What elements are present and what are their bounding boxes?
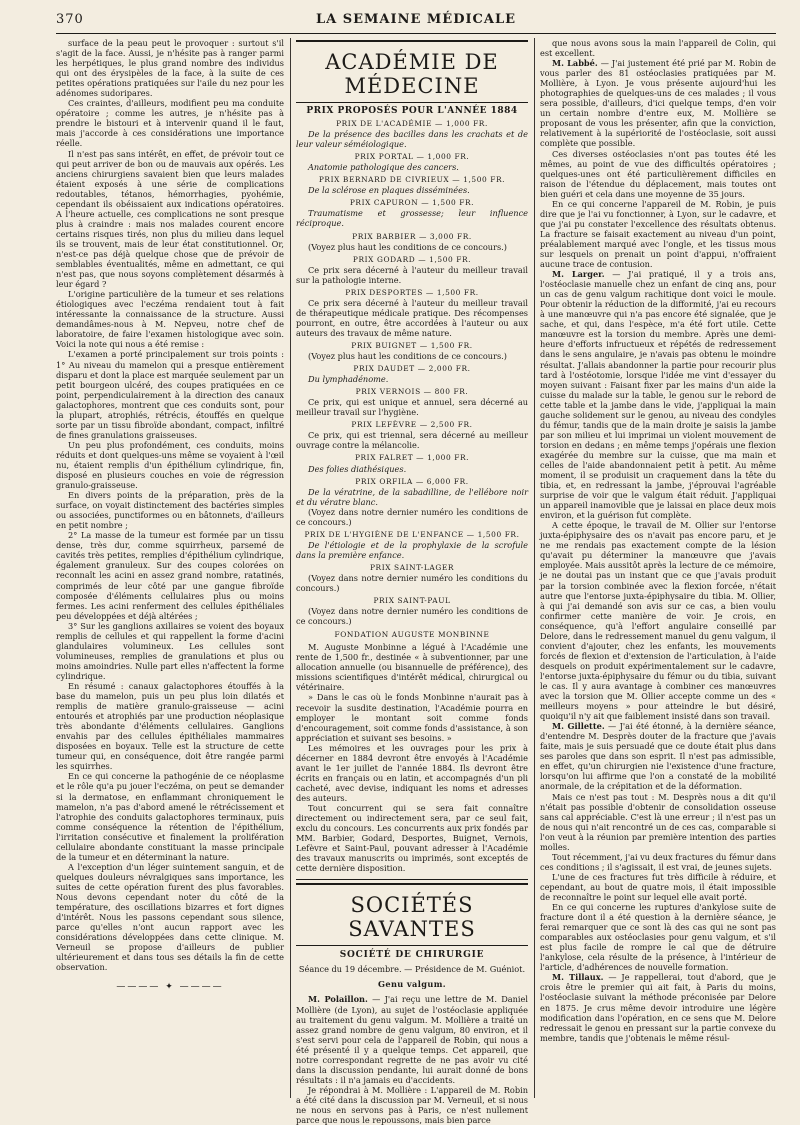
body-paragraph: En résumé : canaux galactophores étouffés à la base du mamelon, puis un peu plus loin dilatés et remplis de matière granulo-graisseuse — acini entourés et atrophiés par une production néoplasique très abondante d'éléments cellulaires. Ganglions envahis par des cellules épithéliales mammaires disposées en boyaux. Telle est la structure de cette tumeur qui, en conséquence, doit être rangée parmi les squirrhes.: [56, 681, 284, 772]
body-paragraph: En divers points de la préparation, près de la surface, on voyait distinctement des bactéries simples ou associées, punctiformes ou en bâtonnets, d'ailleurs en petit nombre ;: [56, 490, 284, 531]
page-number: 370: [56, 12, 84, 27]
speaker-name: M. Gillette.: [552, 721, 605, 732]
speaker-name: M. Larger.: [552, 269, 605, 280]
body-paragraph: M. Auguste Monbinne a légué à l'Académie une rente de 1,500 fr., destinée « à subventionner, par une allocation annuelle (ou bisannuelle de préférence), des missions scientifiques d'intérêt médical, chirurgical ou vétérinaire.: [296, 642, 528, 693]
prize-name: PRIX BARBIER — 3,000 FR.: [352, 231, 472, 241]
column-middle: [296, 38, 529, 1125]
prize-name: PRIX LEFÈVRE — 2,500 FR.: [351, 420, 473, 430]
foundation-heading: FONDATION AUGUSTE MONBINNE: [334, 630, 490, 640]
speaker-name: M. Tillaux.: [552, 972, 604, 983]
section-rule: [296, 879, 528, 880]
prize-name: PRIX SAINT-LAGER: [369, 562, 455, 572]
body-paragraph: Ces craintes, d'ailleurs, modifient peu ma conduite opératoire ; comme les autres, je n'hésite pas à prendre le bistouri et à intervenir quand il le faut, mais j'accorde à ces considérations une importance réelle.: [56, 98, 284, 149]
prize-name: PRIX FALRET — 1,000 FR.: [354, 453, 470, 463]
prize-topic: Des folies diathésiques.: [308, 463, 407, 474]
speech-paragraph: [540, 902, 776, 972]
speech-paragraph: [540, 38, 776, 58]
body-paragraph: En ce qui concerne la pathogénie de ce néoplasme et le rôle qu'a pu jouer l'eczéma, on peut se demander si la dermatose, en enflammant chroniquement le mamelon, n'a pas d'abord amené le rétrécissement et l'atrophie des conduits galactophores terminaux, puis comme conséquence la rétention de l'épithélium, l'irritation consécutive et finalement la prolifération cellulaire abondante constituant la masse principale de la tumeur et en déterminant la nature.: [56, 771, 284, 862]
prize-condition: (Voyez plus haut les conditions de ce concours.): [308, 241, 507, 252]
speech-text: — J'ai justement été prié par M. Robin de vous parler des 81 ostéoclasies pratiquées par M. Mollière, à Lyon. Je vous présente aujourd'hui les photographies de quelques-uns de ces malades ; il vous sera possible, d'ailleurs, d'ici quelque temps, d'en voir un certain nombre d'entre eux, M. Mollière se proposant de vous les présenter, afin que la conviction, relativement à la supériorité de l'ostéoclasie, soit aussi complète que possible.: [540, 58, 776, 149]
session-line: Séance du 19 décembre. — Présidence de M. Guéniot.: [298, 964, 526, 975]
speech-text: — J'ai été étonné, à la dernière séance, d'entendre M. Desprès douter de la fracture que j'avais faite, mais je suis persuadé que ce doute était plus dans ses paroles que dans son esprit. Il n'est pas admissible, en effet, qu'un chirurgien nie l'existence d'une fracture, lorsqu'on lui affirme que l'on a constaté de la mobilité anormale, de la crépitation et de la déformation.: [540, 721, 776, 792]
topic-heading: Genu valgum.: [377, 979, 447, 990]
speech-text: Tout récemment, j'ai vu deux fractures du fémur dans ces conditions ; il s'agissait, il est vrai, de jeunes sujets.: [540, 851, 776, 872]
prize-condition: (Voyez dans notre dernier numéro les conditions de ce concours.): [296, 606, 528, 627]
column-right: [540, 38, 776, 1102]
speech-paragraph: [540, 199, 776, 269]
speech-paragraph: Je répondrai à M. Mollière : L'appareil de M. Robin a été cité dans la discussion par M. Verneuil, et si nous ne nous en servons pas à Paris, ce n'est nullement parce que nous le repoussons, mais bien parce: [296, 1084, 528, 1125]
body-paragraph: Les mémoires et les ouvrages pour les prix à décerner en 1884 devront être envoyés à l'Académie avant le 1er juillet de l'année 1884. Ils devront être écrits en français ou en latin, et accompagnés d'un pli cacheté, avec devise, indiquant les noms et adresses des auteurs.: [296, 742, 528, 803]
speaker-name: M. Labbé.: [552, 58, 598, 69]
prize-condition: Ce prix, qui est unique et annuel, sera décerné au meilleur travail sur l'hygiène.: [296, 397, 528, 418]
section-rule: [296, 945, 528, 946]
prizes-heading: PRIX PROPOSÉS POUR L'ANNÉE 1884: [306, 106, 518, 116]
academy-title: ACADÉMIE DE MÉDECINE: [325, 50, 499, 98]
prize-list: [296, 119, 528, 626]
prize-name: PRIX GODARD — 1,500 FR.: [352, 254, 472, 264]
body-paragraph: Il n'est pas sans intérêt, en effet, de prévoir tout ce qui peut arriver de bon ou de mauvais aux opérés. Les anciens chirurgiens savaient bien que leurs malades étaient exposés à une série de complications redoutables, tétanos, hémorrhagies, pyohémie, cependant ils obéissaient aux indications opératoires. A l'heure actuelle, ces complications ne sont presque plus à craindre : mais nos malades courent encore certains risques tirés, non plus du milieu dans lequel ils se trouvent, mais de leur état constitutionnel. Or, n'est-ce pas déjà quelque chose que de prévoir de semblables éventualités, même en admettant, ce qui n'est pas, que nous soyons complètement désarmés à leur égard ?: [56, 148, 284, 290]
body-paragraph: Tout concurrent qui se sera fait connaître directement ou indirectement sera, par ce seul fait, exclu du concours. Les concurrents aux prix fondés par MM. Barbier, Godard, Desportes, Buignet, Vernois, Lefèvre et Saint-Paul, pouvant adresser à l'Académie des travaux manuscrits ou imprimés, sont exceptés de cette dernière disposition.: [296, 803, 528, 874]
speech-text: — J'ai pratiqué, il y a trois ans, l'ostéoclasie manuelle chez un enfant de cinq ans, pour un cas de genu valgum rachitique dont voici le moule. Pour obtenir la réduction de la difformité, j'ai eu recours à une manœuvre qui n'a pas encore été signalée, que je sache, et qui, dans l'espèce, m'a été fort utile. Cette manœuvre est la torsion du membre. Après une demi-heure d'efforts infructueux et répétés de redressement dans le sens angulaire, je n'avais pas obtenu le moindre résultat. J'allais abandonner la partie pour recourir plus tard à l'ostéotomie, lorsque l'idée me vint d'essayer du moyen suivant : Faisant fixer par les mains d'un aide la cuisse du malade sur la table, le genou sur le rebord de cette table et la jambe dans le vide, j'appliquai la main gauche solidement sur le genou, au niveau des condyles du fémur, tandis que de la main droite je saisis la jambe par son milieu et lui imprimai un violent mouvement de torsion en dedans ; en même temps j'opérais une flexion exagérée du membre sur la cuisse, que ma main et celles de l'aide abandonnaient petit à petit. Au même moment, il se produisit un craquement dans la tête du tibia, et, en redressant la jambe, j'éprouvai l'agréable surprise de voir que le valgum était réduit. J'appliquai un appareil inamovible que je laissai en place deux mois environ, et la guérison fut complète.: [540, 269, 776, 521]
body-paragraph: Un peu plus profondément, ces conduits, moins réduits et dont quelques-uns même se voyaient à l'œil nu, étaient remplis d'un épithélium cylindrique, fin, disposé en plusieurs couches en voie de régression granulo-graisseuse.: [56, 439, 284, 491]
section-rule: [296, 883, 528, 887]
body-paragraph: » Dans le cas où le fonds Monbinne n'aurait pas à recevoir la susdite destination, l'Académie pourra en employer le montant soit comme fonds d'encouragement, soit comme fonds d'assistance, à son appréciation et suivant ses besoins. »: [296, 692, 528, 743]
prize-topic: De l'étiologie et de la prophylaxie de la scrofule dans la première enfance.: [296, 539, 528, 560]
speech-text: que nous avons sous la main l'appareil de Colin, qui est excellent.: [540, 38, 776, 59]
body-paragraph: L'examen a porté principalement sur trois points : 1° Au niveau du mamelon qui a presque entièrement disparu et dont la place est marquée seulement par un petit bourgeon ulcéré, des coupes pratiquées en ce point, perpendiculairement à la direction des canaux galactophores, montrent que ces conduits sont, pour la plupart, atrophiés, rétrécis, étouffés en quelque sorte par un tissu fibroïde abondant, compact, infiltré de fines granulations graisseuses.: [56, 349, 284, 440]
column-divider-1: [290, 38, 291, 1098]
column-left: [56, 38, 284, 1102]
body-paragraph: surface de la peau peut le provoquer : surtout s'il s'agit de la face. Aussi, je n'hésite pas à ranger parmi les herpétiques, le plus grand nombre des individus qui ont des érysipèles de la face, à la suite de ces petites opérations pratiquées sur l'aile du nez pour les adénomes sudoripares.: [56, 38, 284, 99]
prize-name: PRIX ORFILA — 6,000 FR.: [355, 476, 469, 486]
speech-paragraph: [540, 58, 776, 148]
speech-paragraph: [540, 972, 776, 1042]
prize-name: PRIX DE L'HYGIÈNE DE L'ENFANCE — 1,500 FR.: [304, 529, 520, 539]
speech-paragraph: [540, 721, 776, 791]
speech-paragraph: [540, 269, 776, 520]
speech-text: L'une de ces fractures fut très difficile à réduire, et cependant, au bout de quatre mois, il était impossible de reconnaître le point sur lequel elle avait porté.: [540, 871, 776, 902]
prize-condition: Ce prix, qui est triennal, sera décerné au meilleur ouvrage contre la mélancolie.: [296, 430, 528, 451]
prize-condition: Ce prix sera décerné à l'auteur du meilleur travail sur la pathologie interne.: [296, 264, 528, 285]
prize-name: PRIX BUIGNET — 1,500 FR.: [351, 340, 473, 350]
foundation-text: [296, 642, 528, 873]
column-divider-2: [534, 38, 535, 1098]
prize-name: PRIX DESPORTES — 1,500 FR.: [345, 287, 479, 297]
speech-text: — Je rappellerai, tout d'abord, que je crois être le premier qui ait fait, à Paris du moins, l'ostéoclasie suivant la méthode préconisée par Delore en 1875. Je crus même devoir introduire une légère modification dans l'opération, en ce sens que M. Delore redressait le genou en pressant sur la partie convexe du membre, tandis que j'obtenais le même résul-: [540, 972, 776, 1043]
prize-topic: De la vératrine, de la sabadilline, de l'ellébore noir et du vératre blanc.: [296, 486, 528, 507]
speech-paragraph: [540, 852, 776, 872]
prize-condition: (Voyez plus haut les conditions de ce concours.): [308, 351, 507, 362]
prize-topic: Traumatisme et grossesse; leur influence réciproque.: [296, 208, 528, 229]
speech-paragraph: [540, 520, 776, 721]
speech-paragraph: [296, 994, 528, 1084]
body-paragraph: 2° La masse de la tumeur est formée par un tissu dense, très dur, comme squirrheux, parsemé de cavités très petites, remplies d'épithélium cylindrique, également granuleux. Sur des coupes colorées on reconnaît les acini en assez grand nombre, ratatinés, comprimés de leur côté par une gangue fibroïde composée d'éléments cellulaires plus ou moins fermes. Les acini renferment des cellules épithéliales peu développées et déjà altérées ;: [56, 530, 284, 621]
section-rule: [296, 102, 528, 103]
speaker-name: M. Polaillon.: [308, 994, 368, 1005]
societies-title: SOCIÉTÉS SAVANTES: [348, 893, 476, 942]
prize-name: PRIX SAINT-PAUL: [373, 596, 451, 606]
header-rule: [56, 33, 776, 34]
prize-name: PRIX BERNARD DE CIVRIEUX — 1,500 FR.: [318, 175, 506, 185]
body-paragraph: A l'exception d'un léger suintement sanguin, et de quelques douleurs névralgiques sans importance, les suites de cette opération furent des plus favorables. Nous devons cependant noter du côté de la température, des oscillations bizarres et fort dignes d'intérêt. Nous les passons cependant sous silence, parce qu'elles n'ont aucun rapport avec les considérations développées dans cette clinique. M. Verneuil se propose d'ailleurs de publier ultérieurement et dans tous ses détails la fin de cette observation.: [56, 861, 284, 973]
body-paragraph: 3° Sur les ganglions axillaires se voient des boyaux remplis de cellules et qui rappellent la forme d'acini glandulaires volumineux. Les cellules sont volumineuses, remplies de granulations et plus ou moins amoindries. Nulle part elles n'affectent la forme cylindrique.: [56, 620, 284, 681]
speech-paragraph: [540, 149, 776, 199]
speech-text: En ce qui concerne l'appareil de M. Robin, je puis dire que je l'ai vu fonctionner, à Lyon, sur le cadavre, et que j'ai pu constater l'excellence des résultats obtenus. La fracture se faisait exactement au niveau d'un point, préalablement marqué avec l'ongle, et les tissus mous sur lesquels on prenait un point d'appui, n'offraient aucune trace de contusion.: [540, 198, 776, 270]
society-name: SOCIÉTÉ DE CHIRURGIE: [339, 950, 485, 961]
prize-topic: Du lymphadénome.: [308, 374, 389, 385]
prize-name: PRIX PORTAL — 1,000 FR.: [354, 152, 470, 162]
prize-condition: (Voyez dans notre dernier numéro les conditions de ce concours.): [296, 506, 528, 527]
speech-text: A cette époque, le travail de M. Ollier sur l'entorse juxta-épiphysaire des os n'avait pas encore paru, et je ne me rendais pas exactement compte de la lésion qu'avait pu déterminer la manœuvre que j'avais employée. Mais aussitôt après la lecture de ce mémoire, je ne doutai pas un instant que ce que j'avais produit par la torsion combinée avec la flexion forcée, n'était autre que l'entorse juxta-épiphysaire du tibia. M. Ollier, à qui j'ai demandé son avis sur ce cas, a bien voulu confirmer cette manière de voir. Je crois, en conséquence, qu'à l'effort angulaire conseillé par Delore, dans le redressement manuel du genu valgum, il convient d'ajouter, chez les enfants, les mouvements forcés de flexion et d'extension de l'articulation, à l'aide desquels on produit expérimentalement sur le cadavre, l'entorse juxta-épiphysaire du fémur ou du tibia, suivant le cas. Il y aura avantage à combiner ces manœuvres avec la torsion que M. Ollier accepte comme un des « meilleurs moyens » pour atteindre le but désiré, quoiqu'il n'y ait que faiblement insisté dans son travail.: [540, 520, 776, 722]
speech-paragraph: [540, 792, 776, 852]
journal-title: LA SEMAINE MÉDICALE: [315, 12, 517, 27]
page-header: [56, 10, 776, 32]
prize-name: PRIX DE L'ACADÉMIE — 1,000 FR.: [336, 119, 488, 129]
prize-name: PRIX DAUDET — 2,000 FR.: [353, 364, 471, 374]
speech-text: — J'ai reçu une lettre de M. Daniel Mollière (de Lyon), au sujet de l'ostéoclasie appliquée au traitement du genu valgum. M. Mollière a traité un assez grand nombre de genu valgum, 80 environ, et il s'est servi pour cela de l'appareil de Robin, qui nous a été présenté il y a quelque temps. Cet appareil, que notre correspondant regrette de ne pas avoir vu cité dans la discussion pendante, lui aurait donné de bons résultats : il n'a jamais eu d'accidents.: [296, 994, 529, 1085]
prize-condition: (Voyez dans notre dernier numéro les conditions du concours.): [296, 572, 528, 594]
prize-topic: De la présence des bacilles dans les crachats et de leur valeur séméiologique.: [296, 129, 528, 150]
speech-text: En ce qui concerne les ruptures d'ankylose suite de fracture dont il a été question à la dernière séance, je ferai remarquer que ce sont là des cas qui ne sont pas comparables aux ostéoclasies pour genu valgum, et s'il est plus facile de rompre le cal que de détruire l'ankylose, cela résulte de la présence, à l'intérieur de l'article, d'adhérences de nouvelle formation.: [540, 902, 776, 973]
body-paragraph: L'origine particulière de la tumeur et ses relations étiologiques avec l'eczéma rendaient tout à fait intéressante la connaissance de la structure. Aussi demandâmes-nous à M. Nepveu, notre chef de laboratoire, de faire l'examen histologique avec soin. Voici la note qui nous a été remise :: [56, 289, 284, 350]
prize-topic: Anatomie pathologique des cancers.: [308, 162, 459, 173]
end-ornament: ———— ✦ ————: [116, 982, 224, 993]
speech-text: Mais ce n'est pas tout : M. Desprès nous a dit qu'il n'était pas possible d'obtenir de consolidation osseuse sans cal appréciable. C'est là une erreur ; il n'est pas un de nous qui n'ait rencontré un de ces cas, comparable si l'on veut à la réunion par première intention des parties molles.: [540, 791, 776, 852]
prize-topic: De la sclérose en plaques disséminées.: [308, 185, 470, 196]
prize-name: PRIX CAPURON — 1,500 FR.: [349, 198, 475, 208]
section-rule: [296, 40, 528, 44]
prize-condition: Ce prix sera décerné à l'auteur du meilleur travail de thérapeutique médicale pratique. Des récompenses pourront, en outre, être accordées à l'auteur ou aux auteurs des travaux de même nature.: [296, 297, 528, 338]
speech-paragraph: [540, 872, 776, 902]
speech-text: Ces diverses ostéoclasies n'ont pas toutes été les mêmes, au point de vue des difficultés opératoires ; quelques-unes ont été particulièrement difficiles en raison de l'étendue du déplacement, mais toutes ont bien guéri et cela dans une moyenne de 35 jours.: [540, 148, 776, 199]
prize-name: PRIX VERNOIS — 800 FR.: [355, 387, 469, 397]
